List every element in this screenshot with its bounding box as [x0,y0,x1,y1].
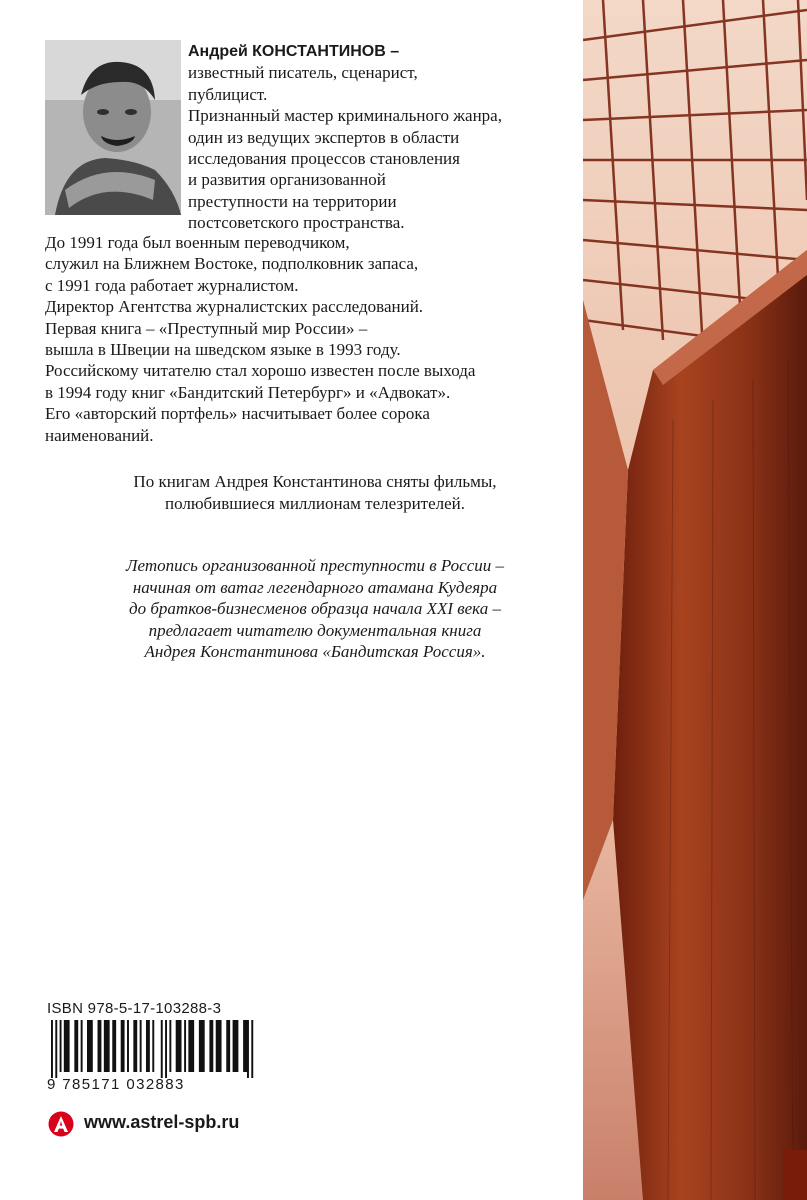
author-name-line [188,40,568,62]
author-photo [45,40,181,215]
bio-line: Его «авторский портфель» насчитывает более сорока [45,404,430,424]
barcode-bar [199,1020,205,1072]
barcode-bar [161,1020,163,1078]
intro-line: один из ведущих экспертов в области [188,127,460,147]
bio-line: вышла в Швеции на шведском языке в 1993 году. [45,340,401,360]
bio-line: служил на Ближнем Востоке, подполковник запаса, [45,254,419,274]
barcode-bar [121,1020,125,1072]
barcode-bar [169,1020,171,1072]
barcode-bar [233,1020,239,1072]
barcode-bar [152,1020,154,1072]
intro-line: и развития организованной [188,170,386,190]
intro-line: известный писатель, сценарист, [188,63,418,83]
author-intro [188,40,568,234]
barcode-bar [60,1020,62,1072]
barcode-bar [81,1020,83,1072]
publisher-website[interactable]: www.astrel-spb.ru [84,1112,240,1132]
barcode-bar [247,1020,249,1078]
author-last-name: КОНСТАНТИНОВ – [252,43,400,60]
barcode-bar [74,1020,78,1072]
bio-line: с 1991 года работает журналистом. [45,275,299,295]
barcode-bar [251,1020,253,1078]
barcode-bar [216,1020,222,1072]
barcode-bar [209,1020,213,1072]
annotation-line: Летопись организованной преступности в России – [125,556,504,575]
bio-line: До 1991 года был военным переводчиком, [45,233,350,252]
bio-line: Первая книга – «Преступный мир России» – [45,318,368,338]
barcode-bar [64,1020,70,1072]
barcode-bars [47,1020,257,1078]
intro-line: исследования процессов становления [188,149,460,169]
barcode-bar [127,1020,129,1072]
barcode-bar [55,1020,57,1078]
barcode-bar [51,1020,53,1078]
bio-line: Директор Агентства журналистских расследований. [45,297,424,317]
barcode-bar [133,1020,137,1072]
barcode-bar [104,1020,110,1072]
author-bio [45,232,565,446]
barcode-bar [165,1020,167,1078]
book-annotation [45,555,585,663]
bio-line: Российскому читателю стал хорошо известен после выхода [45,361,476,381]
intro-line: преступности на территории [188,191,397,211]
prison-wall-photo [583,0,807,1200]
barcode-bar [176,1020,182,1072]
annotation-line: Андрея Константинова «Бандитская Россия». [144,642,486,662]
barcode-bar [98,1020,102,1072]
barcode-bar [87,1020,93,1072]
films-line: полюбившиеся миллионам телезрителей. [164,494,466,513]
publisher-logo-icon [48,1111,74,1137]
barcode-bar [184,1020,186,1072]
barcode-digits: 9 785171 032883 [47,1076,185,1093]
bio-line: в 1994 году книг «Бандитский Петербург» и «Адвокат». [45,382,451,402]
annotation-line: до братков-бизнесменов образца начала XXI века – [129,599,501,619]
barcode-bar [188,1020,194,1072]
intro-line: публицист. [188,84,268,104]
author-first-name: Андрей [188,43,248,60]
bio-line: наименований. [45,425,154,445]
barcode-bar [140,1020,142,1072]
annotation-line: начиная от ватаг легендарного атамана Кудеяра [132,577,498,597]
barcode-bar [226,1020,230,1072]
barcode-bar [146,1020,150,1072]
films-note [45,471,585,515]
isbn-label: ISBN 978-5-17-103288-3 [47,1000,222,1017]
intro-line: постсоветского пространства. [188,213,405,233]
barcode-bar [112,1020,116,1072]
barcode-bar [243,1020,247,1072]
annotation-line: предлагает читателю документальная книга [148,620,482,640]
films-line: По книгам Андрея Константинова сняты фильмы, [133,472,497,491]
intro-line: Признанный мастер криминального жанра, [188,106,502,126]
